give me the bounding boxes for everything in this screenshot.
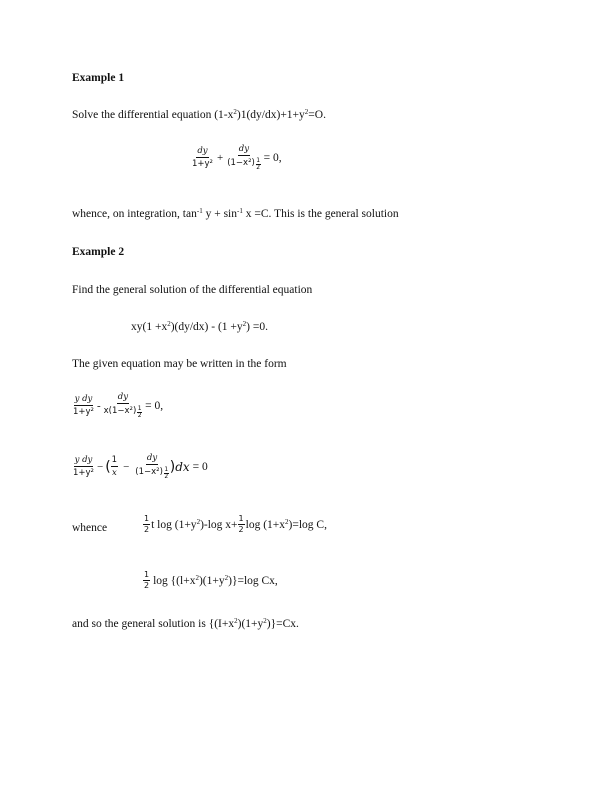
half-fraction (143, 571, 150, 590)
text-span: )}=log Cx, (228, 574, 278, 587)
math-text: dy (146, 453, 158, 463)
fraction-denominator (134, 465, 169, 480)
math-text: dy (238, 144, 250, 154)
math-text: y dy (74, 455, 93, 466)
fraction-numerator (238, 145, 250, 156)
fraction (226, 145, 261, 171)
fraction-numerator (146, 454, 158, 465)
form-text: The given equation may be written in the form (72, 358, 287, 370)
fraction-numerator: 1 (144, 570, 150, 579)
superscript: 2 (304, 108, 309, 116)
close-paren: ) (169, 458, 176, 475)
fraction-denominator (103, 404, 143, 419)
math-text: x (111, 467, 117, 478)
fraction-denominator: 1+y² (192, 158, 213, 169)
fraction-numerator (117, 393, 129, 404)
superscript: 2 (196, 517, 201, 526)
text-span: )}=Cx. (266, 618, 299, 630)
form-equation-1 (72, 393, 163, 419)
example-1-heading: Example 1 (72, 72, 125, 84)
math-text: (1−x²) (227, 157, 255, 168)
fraction-numerator (74, 395, 94, 406)
example-1-problem (72, 109, 326, 121)
exponent-denominator: 2 (256, 163, 261, 171)
fraction-denominator (111, 467, 118, 478)
whence-equation-2 (143, 571, 278, 590)
fraction-numerator (74, 456, 94, 467)
text-span: and so the general solution is {(I+x (72, 618, 235, 630)
open-paren: ( (105, 458, 111, 475)
text-span: t log (1+y (151, 518, 197, 531)
fraction-numerator: 1 (144, 514, 150, 523)
text-span: )(1+y (198, 574, 225, 587)
example-1-whence (72, 208, 399, 220)
fraction-numerator: 1 (111, 455, 118, 466)
fraction (103, 393, 143, 419)
example-2-heading: Example 2 (72, 246, 125, 258)
text-span: )-log x+ (200, 518, 238, 531)
exponent-denominator: 2 (137, 411, 142, 419)
text-span (153, 575, 278, 587)
text-span: log {(l+x (153, 574, 196, 587)
example-2-problem: Find the general solution of the differential equation (72, 284, 313, 296)
superscript: 2 (167, 320, 171, 328)
text-span: y + sin (202, 208, 237, 220)
text-span: xy(1 +x (131, 321, 168, 333)
minus-operator: - (96, 399, 101, 412)
exponent-fraction (137, 406, 142, 419)
text-span: x =C. This is the general solution (242, 208, 399, 220)
math-text: y dy (74, 394, 93, 405)
half-fraction (238, 515, 245, 534)
superscript: -1 (237, 207, 243, 215)
exponent-denominator: 2 (164, 472, 169, 480)
superscript: 2 (233, 108, 237, 116)
fraction-denominator: 1+y² (73, 406, 94, 417)
fraction (134, 454, 169, 480)
text-span: ) =0. (246, 321, 268, 333)
fraction-denominator: 2 (238, 525, 244, 534)
text-span: =O. (308, 109, 326, 121)
fraction (191, 147, 214, 168)
superscript: 2 (285, 517, 289, 526)
math-text: dy (117, 392, 128, 402)
exponent-numerator: 1 (256, 156, 261, 164)
example-1-equation (191, 145, 282, 171)
math-text: dy (197, 146, 208, 157)
superscript: 2 (224, 573, 229, 582)
text-span: )=log C, (288, 518, 327, 531)
superscript: -1 (196, 207, 203, 215)
text-span: )(dy/dx) - (1 +y (170, 321, 243, 333)
text-span (151, 519, 237, 531)
fraction (72, 395, 95, 416)
exponent-fraction (256, 158, 261, 171)
text-span: whence, on integration, tan (72, 208, 197, 220)
superscript: 2 (195, 573, 199, 582)
exponent-numerator: 1 (137, 404, 142, 412)
half-fraction (143, 515, 150, 534)
equation-rhs: = 0 (192, 460, 208, 473)
superscript: 2 (234, 617, 238, 625)
superscript: 2 (263, 617, 267, 625)
text-span (246, 519, 327, 531)
minus-operator: − (96, 460, 104, 473)
text-span: )(1+y (237, 618, 264, 630)
whence-equation-1 (143, 515, 327, 534)
equation-rhs: = 0, (145, 399, 164, 412)
text-span: log (1+x (245, 518, 286, 531)
text-span: )1(dy/dx)+1+y (236, 109, 305, 121)
form-equation-2 (72, 454, 208, 480)
general-solution-text (72, 618, 299, 630)
fraction-denominator: 1+y² (73, 467, 94, 478)
example-2-equation (131, 321, 268, 333)
exponent-numerator: 1 (164, 465, 169, 473)
exponent-fraction (164, 467, 169, 480)
fraction-denominator (226, 156, 261, 171)
whence-label: whence (72, 522, 108, 534)
fraction (111, 456, 118, 477)
math-text: x(1−x²) (103, 405, 137, 416)
fraction-denominator: 2 (144, 581, 150, 590)
plus-operator: + (216, 151, 224, 164)
fraction-numerator: 1 (238, 514, 244, 523)
dx-term: dx (175, 459, 190, 474)
math-text: (1−x²) (135, 466, 163, 477)
minus-operator: − (123, 460, 130, 473)
text-span: Solve the differential equation (1-x (72, 109, 234, 121)
fraction-denominator: 2 (144, 525, 150, 534)
equation-rhs: = 0, (263, 151, 282, 164)
superscript: 2 (242, 320, 247, 328)
fraction (72, 456, 95, 477)
fraction-numerator (196, 147, 208, 158)
